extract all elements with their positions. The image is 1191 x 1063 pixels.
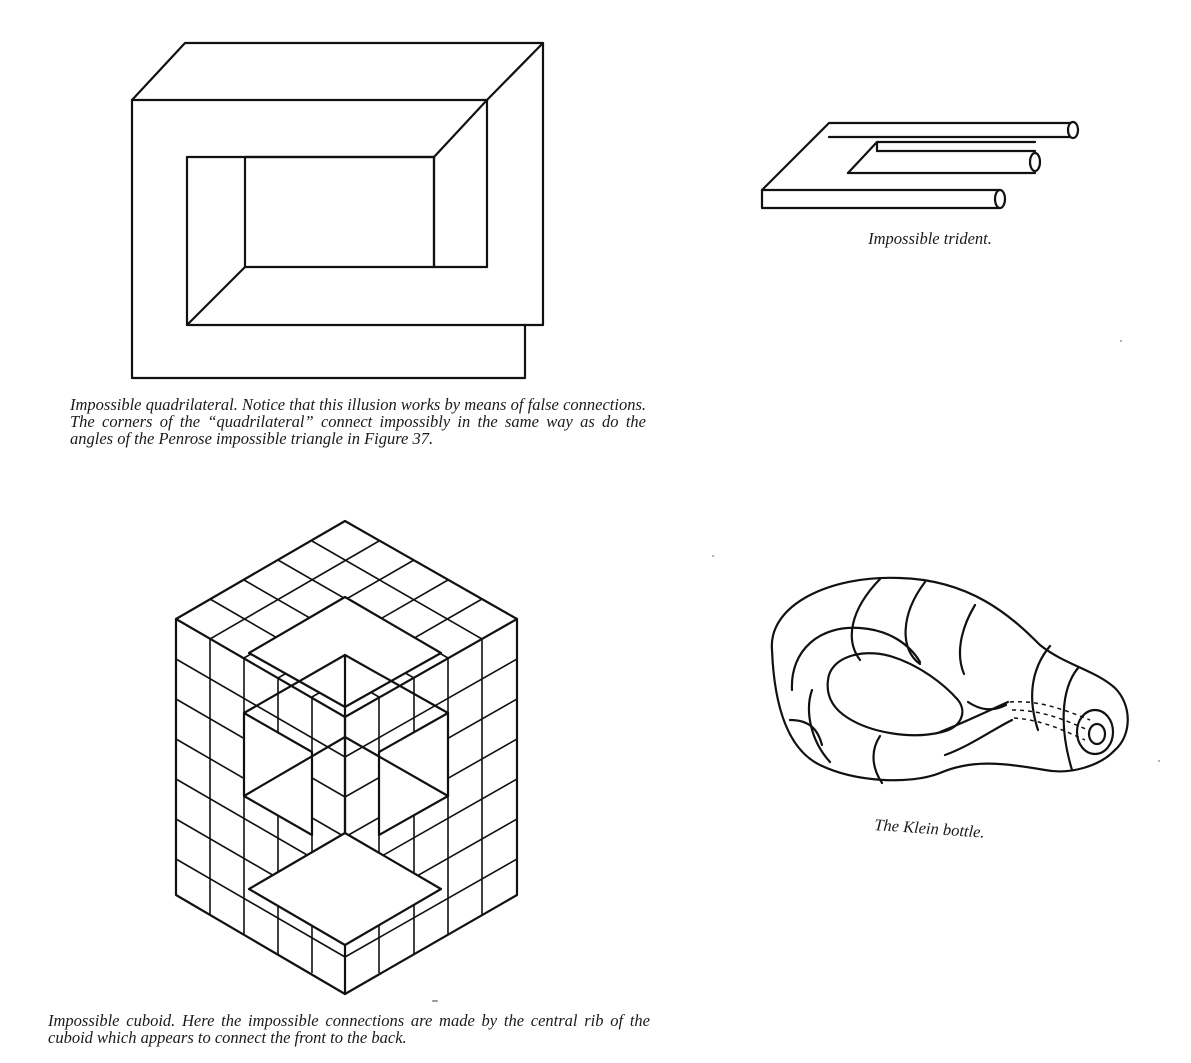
print-speck xyxy=(432,1000,438,1002)
impossible-quadrilateral-figure xyxy=(120,35,560,385)
quadrilateral-caption: Impossible quadrilateral. Notice that this illusion works by means of false connections. The corners of the “quadrilateral” connect impossibly in the same way as do the angles of the Penrose impossible triangle in Figure 37. xyxy=(70,395,646,448)
impossible-cuboid-drawing xyxy=(170,515,520,1000)
print-speck xyxy=(1158,760,1160,762)
impossible-trident-figure xyxy=(755,115,1085,215)
cuboid-caption: Impossible cuboid. Here the impossible connections are made by the central rib of the cuboid which appears to connect the front to the back. xyxy=(48,1011,650,1047)
impossible-cuboid-figure xyxy=(170,515,520,1000)
impossible-quadrilateral-drawing xyxy=(120,35,560,385)
trident-caption: Impossible trident. xyxy=(868,229,992,248)
klein-bottle-caption: The Klein bottle. xyxy=(873,815,986,842)
print-speck xyxy=(1120,340,1122,342)
klein-bottle-drawing xyxy=(760,570,1135,795)
klein-bottle-figure xyxy=(760,570,1135,795)
impossible-trident-drawing xyxy=(755,115,1085,215)
print-speck xyxy=(712,555,714,557)
